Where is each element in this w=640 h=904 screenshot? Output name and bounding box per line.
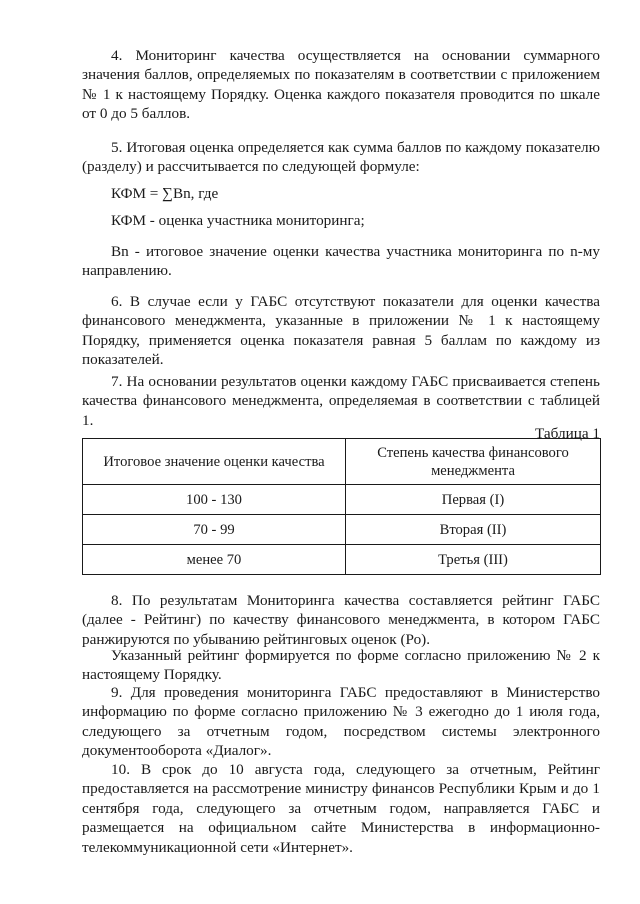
table-header-cell: Степень качества финансового менеджмента: [346, 439, 601, 485]
paragraph-8: 8. По результатам Мониторинга качества составляется рейтинг ГАБС (далее - Рейтинг) по качеству финансового менеджмента, в котором ГАБС ранжируются по убыванию рейтинговых оценок (Ро).: [82, 592, 600, 648]
table-header-cell: Итоговое значение оценки качества: [83, 439, 346, 485]
table-header-row: [83, 439, 601, 485]
table-caption: Таблица 1: [535, 425, 600, 442]
table-cell: Первая (I): [346, 485, 601, 515]
table-cell: менее 70: [83, 545, 346, 575]
paragraph-8-continued: Указанный рейтинг формируется по форме согласно приложению № 2 к настоящему Порядку.: [82, 647, 600, 684]
quality-degree-table: [82, 438, 601, 575]
paragraph-10: 10. В срок до 10 августа года, следующего за отчетным, Рейтинг предоставляется на рассмотрение министру финансов Республики Крым и до 1 сентября года, следующего за отчетным годом, направляется ГАБС и размещается на официальном сайте Министерства в информационно-телекоммуникационной сети «Интернет».: [82, 761, 600, 856]
table-cell: 70 - 99: [83, 515, 346, 545]
table-cell: Вторая (II): [346, 515, 601, 545]
table-row: [83, 515, 601, 545]
paragraph-9: 9. Для проведения мониторинга ГАБС предоставляют в Министерство информацию по форме согласно приложению № 3 ежегодно до 1 июля года, следующего за отчетным годом, посредством системы электронного документооборота «Диалог».: [82, 684, 600, 760]
formula: КФМ = ∑Bn, где: [111, 185, 219, 202]
table-row: [83, 485, 601, 515]
table-row: [83, 545, 601, 575]
paragraph-7: 7. На основании результатов оценки каждому ГАБС присваивается степень качества финансового менеджмента, определяемая в соответствии с таблицей 1.: [82, 373, 600, 429]
table-cell: 100 - 130: [83, 485, 346, 515]
table-cell: Третья (III): [346, 545, 601, 575]
paragraph-4: 4. Мониторинг качества осуществляется на основании суммарного значения баллов, определяемых по показателям в соответствии с приложением № 1 к настоящему Порядку. Оценка каждого показателя проводится по шкале от 0 до 5 баллов.: [82, 47, 600, 123]
paragraph-6: 6. В случае если у ГАБС отсутствуют показатели для оценки качества финансового менеджмента, указанные в приложении № 1 к настоящему Порядку, применяется оценка показателя равная 5 баллам по каждому из показателей.: [82, 293, 600, 369]
definition-kfm: КФМ - оценка участника мониторинга;: [111, 212, 365, 229]
definition-bn: Bn - итоговое значение оценки качества участника мониторинга по n-му направлению.: [82, 243, 600, 280]
paragraph-5: 5. Итоговая оценка определяется как сумма баллов по каждому показателю (разделу) и рассчитывается по следующей формуле:: [82, 139, 600, 176]
